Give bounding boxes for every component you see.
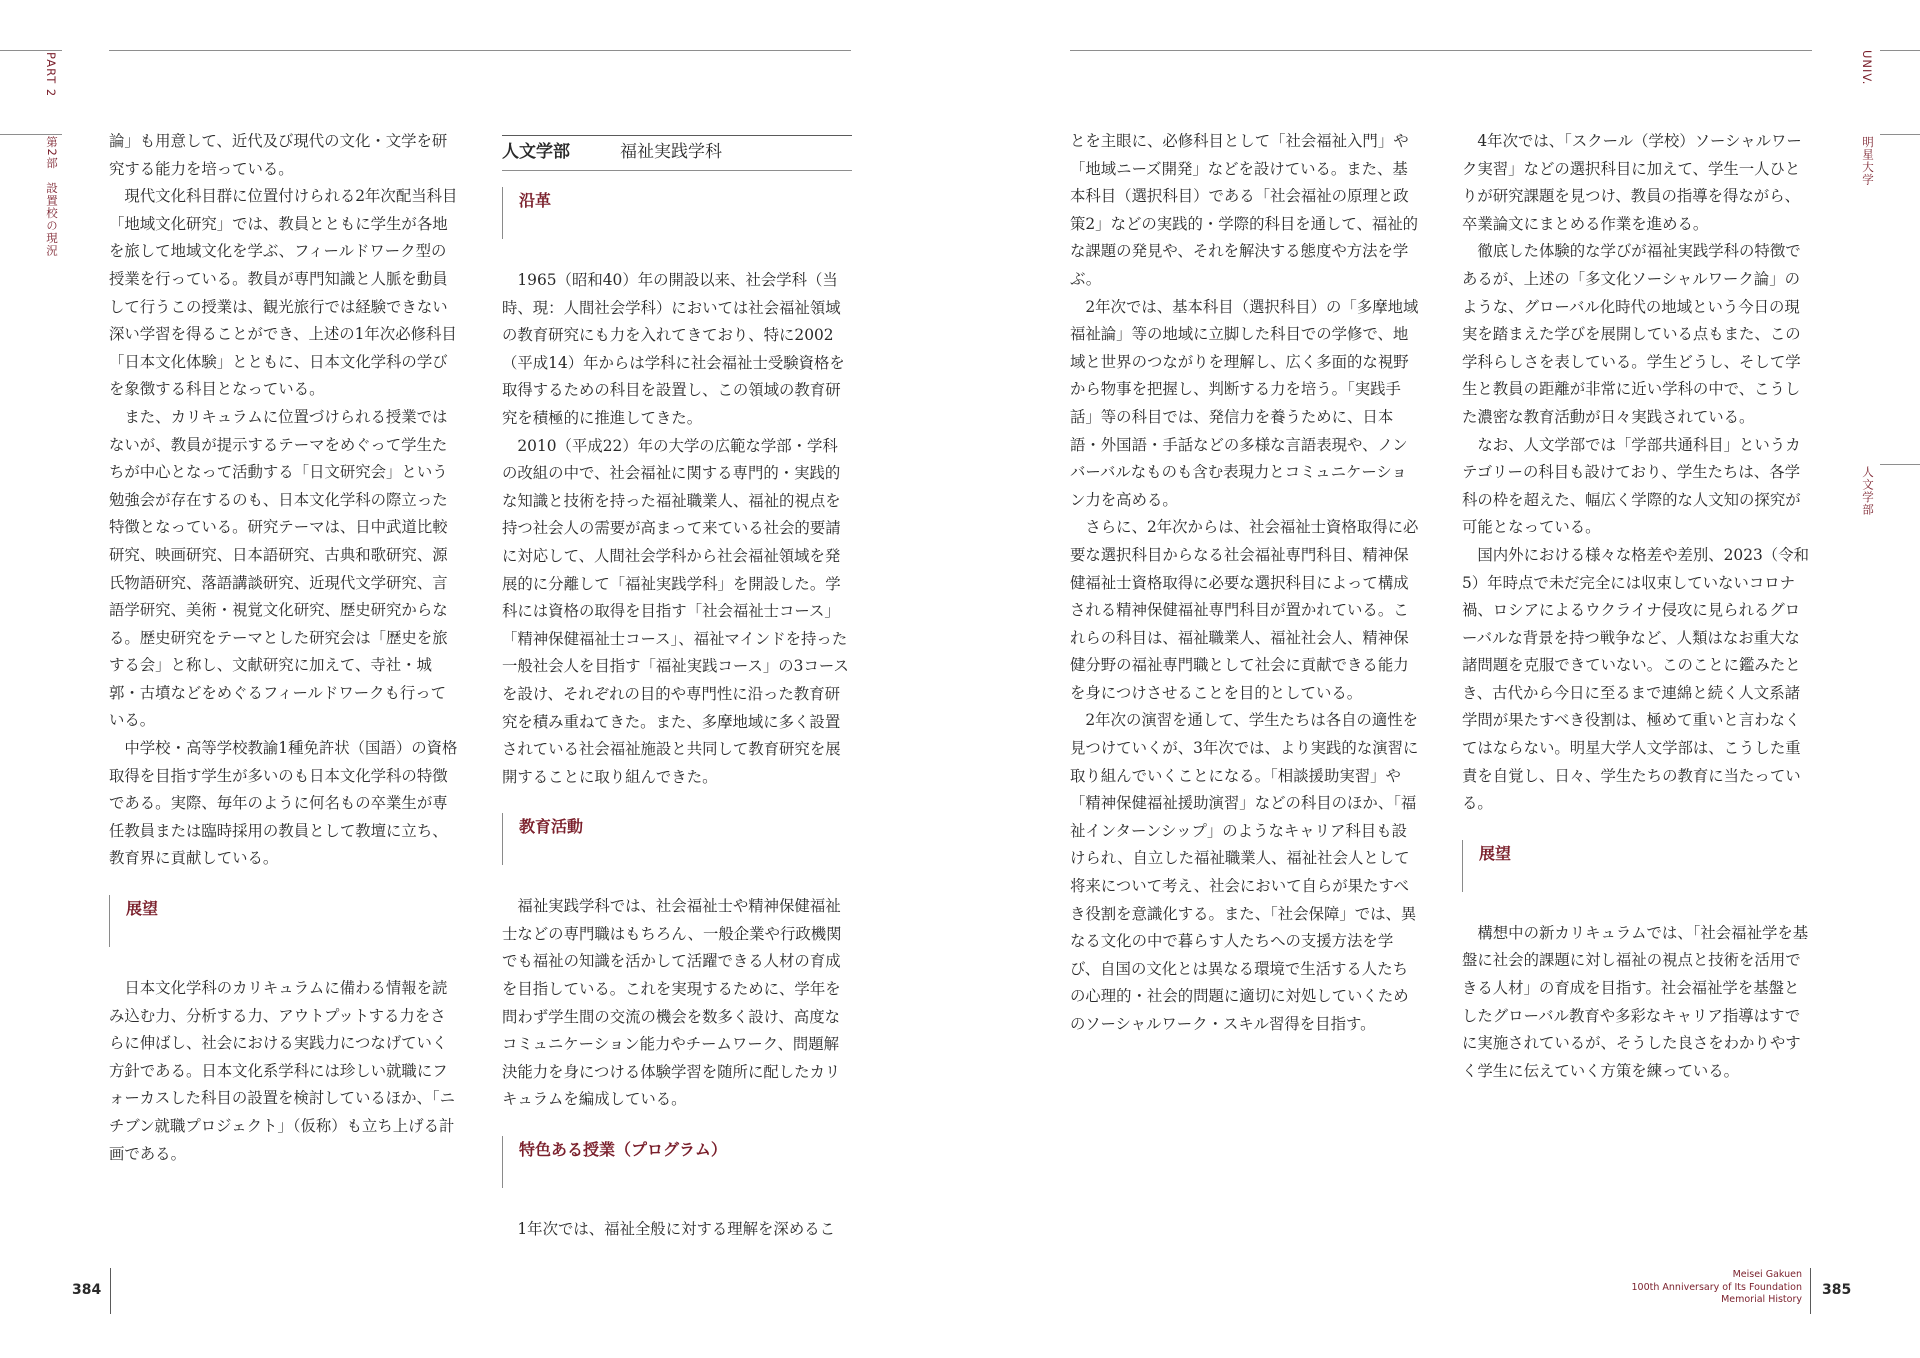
footer-series-title — [1632, 1269, 1802, 1307]
paragraph: 中学校・高等学校教諭1種免許状（国語）の資格取得を目指す学生が多いのも日本文化学科の特徴である。実際、毎年のように何名もの卒業生が専任教員または臨時採用の教員として教壇に立ち、教育界に貢献している。 — [109, 739, 458, 868]
paragraph: 福祉実践学科では、社会福祉士や精神保健福祉士などの専門職はもちろん、一般企業や行政機関でも福祉の知識を活かして活躍できる人材の育成を目指している。これを実現するために、学年を問わず学生間の交流の機会を数多く設け、高度なコミュニケーション能力やチームワーク、問題解決能力を身につける体験学習を随所に配したカリキュラムを編成している。 — [502, 897, 842, 1109]
section-heading-programs: 特色ある授業（プログラム） — [502, 1136, 852, 1188]
paragraph: さらに、2年次からは、社会福祉士資格取得に必要な選択科目からなる社会福祉専門科目、精神保健福祉士資格取得に必要な選択科目によって構成される精神保健福祉専門科目が置かれている。これらの科目は、福祉職業人、福祉社会人、精神保健分野の福祉専門職として社会に貢献できる能力を身につけさせることを目的としている。 — [1070, 518, 1419, 702]
univ-label: UNIV. — [1860, 50, 1874, 86]
paragraph: 国内外における様々な格差や差別、2023（令和5）年時点で未だ完全には収束していないコロナ禍、ロシアによるウクライナ侵攻に見られるグローバルな背景を持つ戦争など、人類はなお重大な諸問題を克服できていない。このことに鑑みたとき、古代から今日に至るまで連綿と続く人文系諸学問が果たすべき役割は、極めて重いと言わなくてはならない。明星大学人文学部は、こうした重責を自覚し、日々、学生たちの教育に当たっている。 — [1462, 545, 1809, 813]
paragraph: また、カリキュラムに位置づけられる授業ではないが、教員が提示するテーマをめぐって学生たちが中心となって活動する「日文研究会」という勉強会が存在するのも、日本文化学科の際立った特徴となっている。研究テーマは、日中武道比較研究、映画研究、日本語研究、古典和歌研究、源氏物語研究、落語講談研究、近現代文学研究、言語学研究、美術・視覚文化研究、歴史研究からなる。歴史研究をテーマとした研究会は「歴史を旅する会」と称し、文献研究に加えて、寺社・城郭・古墳などをめぐるフィールドワークも行っている。 — [109, 407, 448, 730]
department-name: 福祉実践学科 — [620, 142, 722, 163]
footer-line: Meisei Gakuen — [1732, 1269, 1802, 1280]
left-top-rule — [0, 50, 62, 51]
paragraph: 2010（平成22）年の大学の広範な学部・学科の改組の中で、社会福祉に関する専門的・実践的な知識と技術を持った福祉職業人、福祉的視点を持つ社会人の需要が高まって来ている社会的要請に対応して、人間社会学科から社会福祉領域を発展的に分離して「福祉実践学科」を開設した。学科には資格の取得を目指す「社会福祉士コース」「精神保健福祉士コース」、福祉マインドを持った一般社会人を目指す「福祉実践コース」の3コースを設け、それぞれの目的や専門性に沿った教育研究を積み重ねてきた。また、多摩地域に多く設置されている社会福祉施設と共同して教育研究を展開することに取り組んできた。 — [502, 436, 849, 786]
part-label: PART 2 — [44, 52, 58, 98]
faculty-side-label: 人文学部 — [1861, 466, 1875, 516]
left-column-2 — [502, 135, 852, 1244]
chapter-label: 第2部 設置校の現況 — [45, 136, 59, 257]
right-side-rule-1 — [1880, 134, 1920, 135]
paragraph: なお、人文学部では「学部共通科目」というカテゴリーの科目も設けており、学生たちは、各学科の枠を超えた、幅広く学際的な人文知の探究が可能となっている。 — [1462, 435, 1801, 537]
section-heading-outlook-right: 展望 — [1462, 840, 1812, 892]
col1-paragraphs-before — [109, 128, 459, 873]
left-top-rule-main — [109, 50, 851, 51]
section-heading-outlook: 展望 — [109, 895, 459, 947]
left-page-number: 384 — [72, 1282, 102, 1298]
paragraph: 徹底した体験的な学びが福祉実践学科の特徴であるが、上述の「多文化ソーシャルワーク論」のような、グローバル化時代の地域という今日の現実を踏まえた学びを展開している点もまた、この学科らしさを表している。学生どうし、そして学生と教員の距離が非常に近い学科の中で、こうした濃密な教育活動が日々実践されている。 — [1462, 242, 1801, 426]
left-column-1 — [109, 128, 459, 1168]
paragraph: 現代文化科目群に位置付けられる2年次配当科目「地域文化研究」では、教員とともに学生が各地を旅して地域文化を学ぶ、フィールドワーク型の授業を行っている。教員が専門知識と人脈を動員して行うこの授業は、観光旅行では経験できない深い学習を得ることができ、上述の1年次必修科目「日本文化体験」とともに、日本文化学科の学びを象徴する科目となっている。 — [109, 187, 458, 399]
right-page-number: 385 — [1822, 1282, 1852, 1298]
right-page-number-rule — [1810, 1268, 1811, 1314]
paragraph: 日本文化学科のカリキュラムに備わる情報を読み込む力、分析する力、アウトプットする力をさらに伸ばし、社会における実践力につなげていく方針である。日本文化系学科には珍しい就職にフォーカスした科目の設置を検討しているほか、「ニチブン就職プロジェクト」（仮称）も立ち上げる計画である。 — [109, 979, 455, 1163]
right-top-rule-main — [1070, 50, 1812, 51]
paragraph: 2年次の演習を通して、学生たちは各自の適性を見つけていくが、3年次では、より実践的な演習に取り組んでいくことになる。「相談援助実習」や「精神保健福祉援助演習」などの科目のほか、「福祉インターンシップ」のようなキャリア科目も設けられ、自立した福祉職業人、福祉社会人として将来について考え、社会において自らが果たすべき役割を意識化する。また、「社会保障」では、異なる文化の中で暮らす人たちへの支援方法を学び、自国の文化とは異なる環境で生活する人たちの心理的・社会的問題に適切に対処していくためのソーシャルワーク・スキル習得を目指す。 — [1070, 711, 1419, 1033]
right-column-2 — [1462, 128, 1812, 1085]
paragraph: 構想中の新カリキュラムでは、「社会福祉学を基盤に社会的課題に対し福祉の視点と技術を活用できる人材」の育成を目指す。社会福祉学を基盤としたグローバル教育や多彩なキャリア指導はすでに実施されているが、そうした良さをわかりやすく学生に伝えていく方策を練っている。 — [1462, 923, 1809, 1080]
right-column-1 — [1070, 128, 1420, 1039]
section-heading-education: 教育活動 — [502, 813, 852, 865]
department-heading — [502, 135, 852, 171]
university-label: 明星大学 — [1861, 136, 1875, 186]
section-heading-history: 沿革 — [502, 187, 852, 239]
paragraph: とを主眼に、必修科目として「社会福祉入門」や「地域ニーズ開発」などを設けている。また、基本科目（選択科目）である「社会福祉の原理と政策2」などの実践的・学際的科目を通して、福祉的な課題の発見や、それを解決する態度や方法を学ぶ。 — [1070, 132, 1419, 288]
faculty-name: 人文学部 — [502, 142, 570, 163]
paragraph: 2年次では、基本科目（選択科目）の「多摩地域福祉論」等の地域に立脚した科目での学修で、地域と世界のつながりを理解し、広く多面的な視野から物事を把握し、判断する力を培う。「実践手話」等の科目では、発信力を養うために、日本語・外国語・手話などの多様な言語表現や、ノンバーバルなものも含む表現力とコミュニケーション力を高める。 — [1070, 297, 1419, 509]
left-page-number-rule — [110, 1268, 111, 1314]
paragraph: 1年次では、福祉全般に対する理解を深めるこ — [517, 1220, 835, 1239]
col1-paragraphs-after — [109, 975, 459, 1168]
right-side-rule-2 — [1880, 464, 1920, 465]
paragraph: 4年次では、「スクール（学校）ソーシャルワーク実習」などの選択科目に加えて、学生一人ひとりが研究課題を見つけ、教員の指導を得ながら、卒業論文にまとめる作業を進める。 — [1462, 132, 1802, 233]
left-side-rule — [0, 134, 62, 135]
footer-line: 100th Anniversary of Its Foundation — [1631, 1281, 1802, 1293]
paragraph: 論」も用意して、近代及び現代の文化・文学を研究する能力を培っている。 — [109, 132, 448, 178]
right-top-rule — [1880, 50, 1920, 51]
paragraph: 1965（昭和40）年の開設以来、社会学科（当時、現：人間社会学科）においては社会福祉領域の教育研究にも力を入れてきており、特に2002（平成14）年からは学科に社会福祉士受験資格を取得するための科目を設置し、この領域の教育研究を積極的に推進してきた。 — [502, 271, 845, 427]
footer-line: Memorial History — [1721, 1294, 1802, 1305]
